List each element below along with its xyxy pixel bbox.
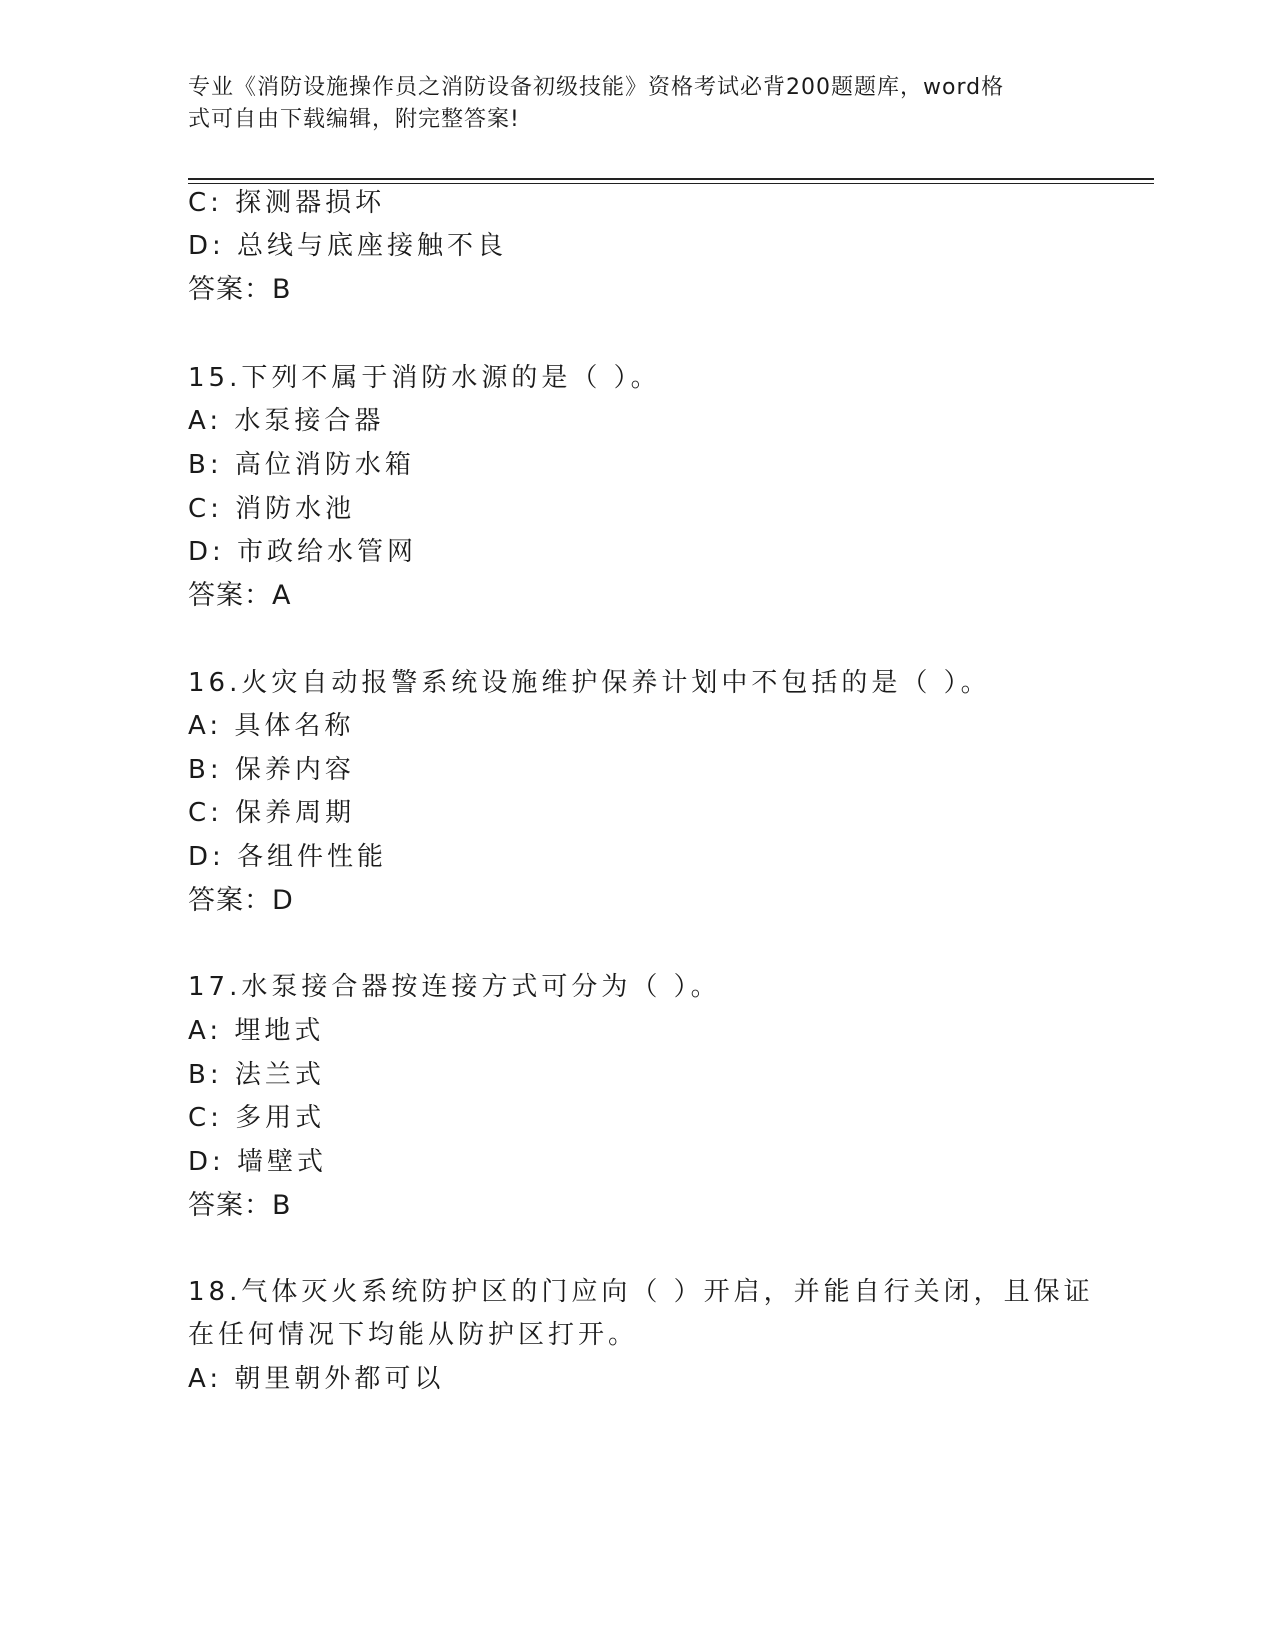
question-stem-18-line-2: 在任何情况下均能从防护区打开。 xyxy=(188,1320,639,1350)
option-c: C: 消防水池 xyxy=(188,494,356,524)
question-stem-15: 15.下列不属于消防水源的是（ ）。 xyxy=(188,363,661,393)
option-d: D: 各组件性能 xyxy=(188,842,388,872)
answer: 答案：A xyxy=(188,580,292,611)
question-stem-18-line-1: 18.气体灭火系统防护区的门应向（ ）开启，并能自行关闭，且保证 xyxy=(188,1277,1094,1307)
option-d: D: 市政给水管网 xyxy=(188,537,418,567)
header-divider xyxy=(188,178,1154,180)
question-stem-17: 17.水泵接合器按连接方式可分为（ ）。 xyxy=(188,972,721,1002)
option-b: B: 高位消防水箱 xyxy=(188,450,415,480)
option-d: D: 墙壁式 xyxy=(188,1147,328,1177)
option-a: A: 埋地式 xyxy=(188,1016,325,1046)
answer: 答案：D xyxy=(188,885,294,916)
header-line-2: 式可自由下载编辑，附完整答案! xyxy=(188,107,520,132)
answer: 答案：B xyxy=(188,1190,292,1221)
option-b: B: 法兰式 xyxy=(188,1060,325,1090)
option-c: C: 探测器损坏 xyxy=(188,188,386,218)
document-header xyxy=(188,72,1068,136)
option-a: A: 水泵接合器 xyxy=(188,406,385,436)
option-a: A: 具体名称 xyxy=(188,711,355,741)
option-a: A: 朝里朝外都可以 xyxy=(188,1364,445,1394)
option-d: D: 总线与底座接触不良 xyxy=(188,231,508,261)
option-b: B: 保养内容 xyxy=(188,755,355,785)
option-c: C: 多用式 xyxy=(188,1103,326,1133)
question-stem-16: 16.火灾自动报警系统设施维护保养计划中不包括的是（ ）。 xyxy=(188,668,991,698)
option-c: C: 保养周期 xyxy=(188,798,356,828)
header-line-1: 专业《消防设施操作员之消防设备初级技能》资格考试必背200题题库，word格 xyxy=(188,75,1005,100)
header-divider-thin xyxy=(188,183,1154,184)
answer: 答案：B xyxy=(188,274,292,305)
